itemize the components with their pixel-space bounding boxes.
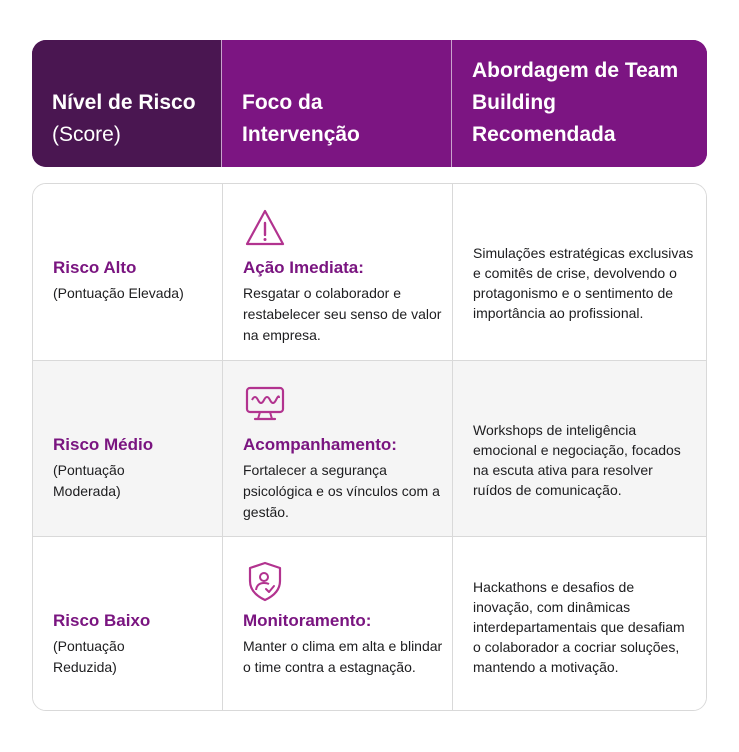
header-team-building-approach bbox=[451, 40, 707, 167]
approach-cell bbox=[452, 537, 706, 711]
warning-triangle-icon bbox=[243, 206, 287, 250]
risk-title: Risco Alto bbox=[53, 258, 137, 277]
risk-level-cell bbox=[33, 537, 222, 711]
table-row bbox=[33, 184, 706, 360]
risk-table bbox=[32, 183, 707, 711]
header-intervention-focus bbox=[221, 40, 451, 167]
header-risk-level-score: (Score) bbox=[52, 123, 121, 146]
focus-cell bbox=[222, 184, 452, 360]
header-team-building-approach-label: Abordagem de Team Building Recomendada bbox=[472, 59, 679, 146]
risk-subtitle: (Pontuação Reduzida) bbox=[53, 638, 125, 675]
focus-title: Monitoramento: bbox=[243, 611, 372, 630]
focus-description: Fortalecer a segurança psicológica e os vínculos com a gestão. bbox=[243, 462, 440, 520]
approach-cell bbox=[452, 361, 706, 537]
focus-cell bbox=[222, 537, 452, 711]
approach-text: Workshops de inteligência emocional e negociação, focados na escuta ativa para resolver ruídos de comunicação. bbox=[473, 422, 681, 498]
focus-description: Manter o clima em alta e blindar o time contra a estagnação. bbox=[243, 638, 443, 675]
focus-title: Acompanhamento: bbox=[243, 435, 397, 454]
header-intervention-focus-label: Foco da Intervenção bbox=[242, 91, 360, 146]
risk-level-cell bbox=[33, 184, 222, 360]
table-row bbox=[33, 360, 706, 537]
focus-cell bbox=[222, 361, 452, 537]
risk-subtitle: (Pontuação Moderada) bbox=[53, 462, 125, 499]
shield-user-check-icon bbox=[243, 559, 287, 603]
risk-title: Risco Baixo bbox=[53, 611, 151, 630]
focus-title: Ação Imediata: bbox=[243, 258, 364, 277]
approach-cell bbox=[452, 184, 706, 360]
header-risk-level bbox=[32, 40, 221, 167]
risk-level-cell bbox=[33, 361, 222, 537]
risk-title: Risco Médio bbox=[53, 435, 154, 454]
monitor-wave-icon bbox=[243, 383, 287, 427]
table-header bbox=[32, 40, 707, 167]
table-row bbox=[33, 536, 706, 711]
risk-subtitle: (Pontuação Elevada) bbox=[53, 285, 184, 301]
header-risk-level-label: Nível de Risco bbox=[52, 91, 196, 114]
focus-description: Resgatar o colaborador e restabelecer seu senso de valor na empresa. bbox=[243, 285, 442, 343]
approach-text: Hackathons e desafios de inovação, com dinâmicas interdepartamentais que desafiam o colaborador a cocriar soluções, mantendo a motivação. bbox=[473, 579, 685, 675]
approach-text: Simulações estratégicas exclusivas e comitês de crise, devolvendo o protagonismo e o sentimento de importância ao profissional. bbox=[473, 245, 694, 321]
